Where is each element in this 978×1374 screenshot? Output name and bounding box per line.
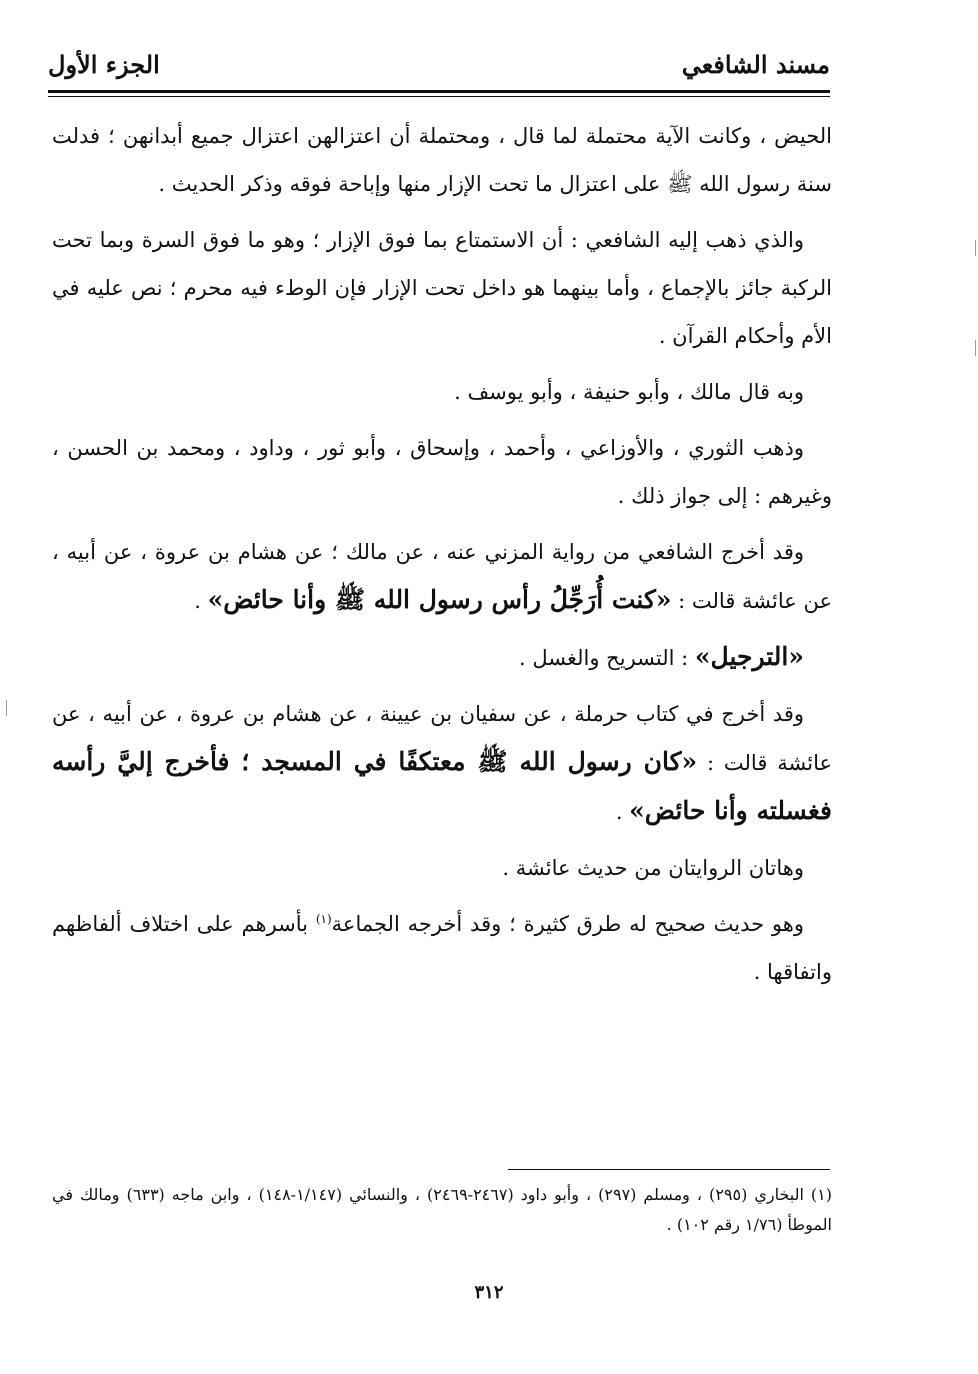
paragraph [52,424,832,520]
footnotes [52,1180,832,1240]
paragraph [52,112,832,208]
text-segment: والذي ذهب إليه الشافعي : أن الاستمتاع بما فوق الإزار ؛ وهو ما فوق السرة وبما تحت الركبة جائز بالإجماع ، وأما بينهما هو داخل تحت الإزار فإن الوطء فيه محرم ؛ نص عليه في الأم وأحكام القرآن . [52,228,832,348]
footnote-item: (١) البخاري (٢٩٥) ، ومسلم (٢٩٧) ، وأبو داود (٢٤٦٧-٢٤٦٩) ، والنسائي (١/١٤٧-١٤٨) ، وابن ماجه (٦٣٣) ومالك في الموطأ (١/٧٦ رقم ١٠٢) . [52,1185,833,1234]
text-segment: وهاتان الروايتان من حديث عائشة . [502,856,804,880]
text-segment: وقد أخرج في كتاب حرملة ، عن سفيان بن عيينة ، عن هشام بن عروة ، عن أبيه ، عن عائشة قالت : [52,702,833,775]
paragraph [52,528,832,625]
paragraph [52,368,832,416]
text-segment: . [194,589,208,613]
running-header [48,42,830,86]
footnote-separator [508,1169,830,1170]
paragraph [52,690,832,836]
header-rule-thin [48,96,830,97]
book-title: مسند الشافعي [681,49,830,79]
text-segment: وبه قال مالك ، وأبو حنيفة ، وأبو يوسف . [454,380,804,404]
text-segment: وقد أخرج الشافعي من رواية المزني عنه ، عن مالك ؛ عن هشام بن عروة ، عن أبيه ، عن عائشة قالت : [52,540,832,613]
paragraph [52,216,832,360]
text-segment: . [615,800,630,824]
body-text [52,112,832,1004]
margin-mark [975,340,976,356]
footnote-ref: (١) [315,912,332,926]
header-rule-thick [48,90,830,93]
text-segment: : التسريح والغسل . [519,646,695,670]
text-segment: الحيض ، وكانت الآية محتملة لما قال ، ومحتملة أن اعتزالهن اعتزال جميع أبدانهن ؛ فدلت سنة رسول الله ﷺ على اعتزال ما تحت الإزار منها وإباحة فوقه وذكر الحديث . [52,124,832,196]
paragraph [52,633,832,682]
hadith-quote: «كنت أُرَجِّلُ رأس رسول الله ﷺ وأنا حائض» [207,585,672,614]
text-segment: بأسرهم على اختلاف ألفاظهم واتفاقها . [52,912,832,984]
volume-label: الجزء الأول [48,49,160,79]
page-number: ٣١٢ [474,1282,504,1303]
text-segment: وهو حديث صحيح له طرق كثيرة ؛ وقد أخرجه الجماعة [331,912,804,936]
margin-mark [6,700,7,716]
paragraph [52,900,832,996]
margin-mark [975,240,976,256]
paragraph [52,844,832,892]
hadith-quote: «كان رسول الله ﷺ معتكفًا في المسجد ؛ فأخرج إليَّ رأسه فغسلته وأنا حائض» [52,747,832,825]
text-segment: وذهب الثوري ، والأوزاعي ، وأحمد ، وإسحاق ، وأبو ثور ، وداود ، ومحمد بن الحسن ، وغيرهم : إلى جواز ذلك . [52,436,832,508]
hadith-quote: «الترجيل» [694,642,804,671]
